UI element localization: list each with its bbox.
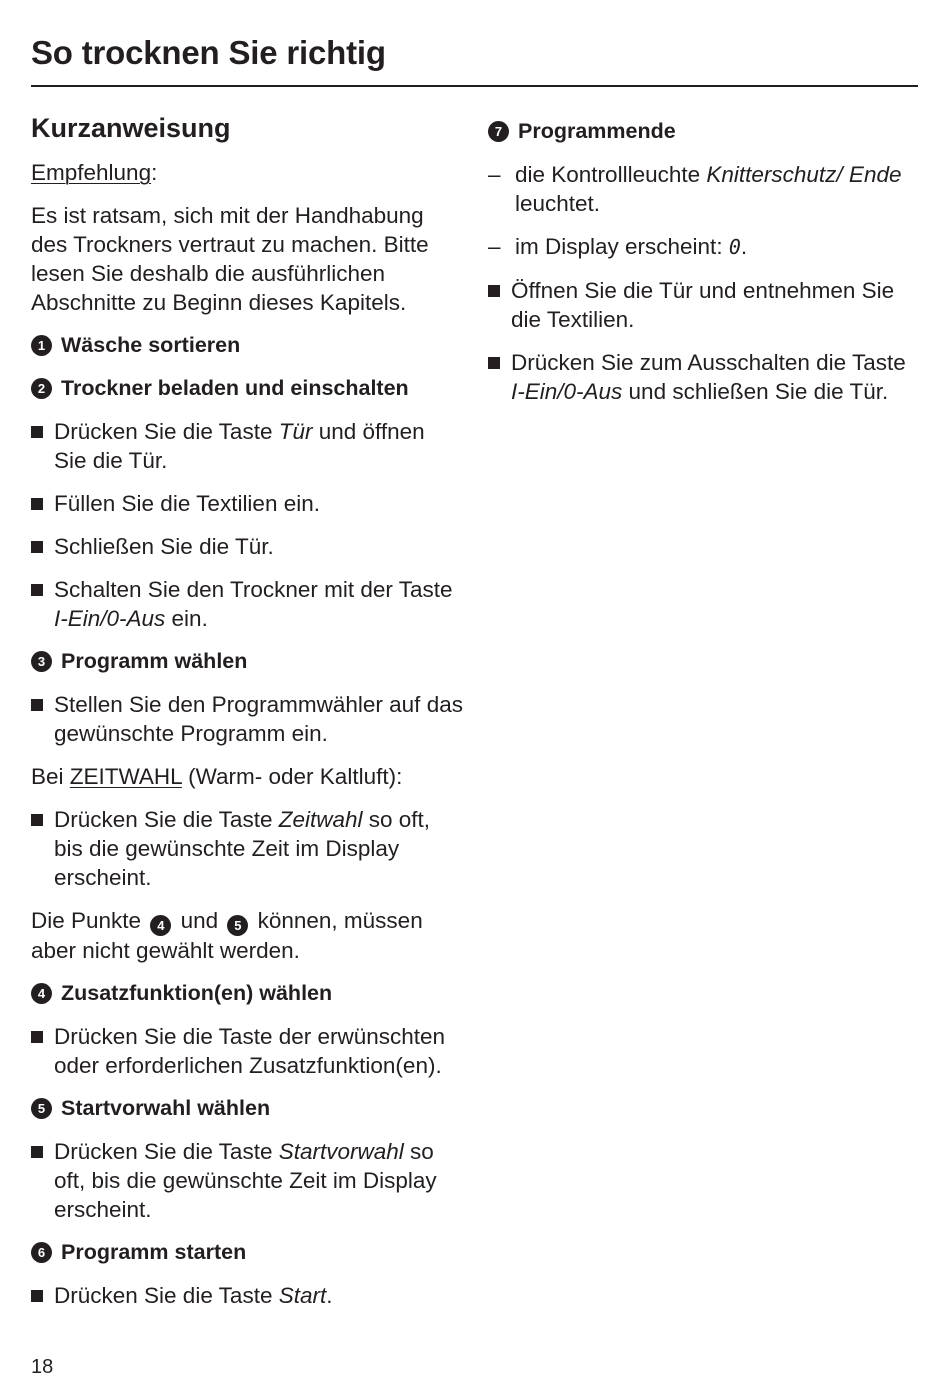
step-title: Trockner beladen und einschalten — [61, 376, 409, 400]
intro-paragraph: Es ist ratsam, sich mit der Handhabung des Trockners vertraut zu machen. Bitte lesen Sie deshalb die ausführlichen Abschnitte zu Beginn dieses Kapitels. — [31, 203, 429, 315]
dash-bullet: – — [488, 234, 501, 259]
recommendation-label: Empfehlung: — [31, 160, 158, 185]
list-item: Drücken Sie die Taste Tür und öffnen Sie die Tür. — [31, 417, 463, 475]
list-item: Drücken Sie die Taste Zeitwahl so oft, bis die gewünschte Zeit im Display erscheint. — [31, 805, 463, 892]
square-bullet-icon — [31, 541, 43, 553]
square-bullet-icon — [31, 426, 43, 438]
square-bullet-icon — [31, 699, 43, 711]
step-number-badge: 6 — [31, 1242, 52, 1263]
step-number-badge: 4 — [150, 915, 171, 936]
step-title: Startvorwahl wählen — [61, 1096, 271, 1120]
step-6-heading — [31, 1238, 463, 1267]
title-divider — [31, 85, 918, 87]
zeitwahl-note: Bei ZEITWAHL (Warm- oder Kaltluft): — [31, 764, 403, 789]
step-5-heading — [31, 1094, 463, 1123]
step-number-badge: 1 — [31, 335, 52, 356]
step-title: Wäsche sortieren — [61, 333, 241, 357]
square-bullet-icon — [31, 1031, 43, 1043]
step-number-badge: 2 — [31, 378, 52, 399]
right-column — [488, 117, 918, 420]
step-number-badge: 3 — [31, 651, 52, 672]
square-bullet-icon — [488, 285, 500, 297]
dash-bullet: – — [488, 162, 501, 187]
list-item: Öffnen Sie die Tür und entnehmen Sie die Textilien. — [488, 276, 918, 334]
step-2-heading — [31, 374, 463, 403]
display-digit: 0 — [728, 235, 741, 259]
page-number: 18 — [31, 1356, 54, 1378]
dash-list-item: – im Display erscheint: 0. — [488, 234, 748, 259]
left-column — [31, 108, 463, 1324]
square-bullet-icon — [488, 357, 500, 369]
step-number-badge: 5 — [31, 1098, 52, 1119]
step-title: Programmende — [518, 119, 676, 143]
square-bullet-icon — [31, 498, 43, 510]
page-title: So trocknen Sie richtig — [31, 34, 386, 71]
optional-steps-note: Die Punkte 4 und 5 können, müssen aber nicht gewählt werden. — [31, 908, 423, 963]
step-title: Zusatzfunktion(en) wählen — [61, 981, 333, 1005]
list-item: Drücken Sie die Taste Start. — [31, 1281, 463, 1310]
list-item: Schließen Sie die Tür. — [31, 532, 463, 561]
square-bullet-icon — [31, 584, 43, 596]
dash-list-item: – die Kontrollleuchte Knitterschutz/ Ende leuchtet. — [488, 162, 902, 216]
list-item: Drücken Sie die Taste Startvorwahl so oft, bis die gewünschte Zeit im Display erscheint. — [31, 1137, 463, 1224]
square-bullet-icon — [31, 814, 43, 826]
square-bullet-icon — [31, 1290, 43, 1302]
list-item: Stellen Sie den Programmwähler auf das gewünschte Programm ein. — [31, 690, 463, 748]
step-4-heading — [31, 979, 463, 1008]
step-number-badge: 5 — [227, 915, 248, 936]
list-item: Füllen Sie die Textilien ein. — [31, 489, 463, 518]
list-item: Schalten Sie den Trockner mit der Taste I-Ein/0-Aus ein. — [31, 575, 463, 633]
step-7-heading — [488, 117, 918, 146]
step-title: Programm starten — [61, 1240, 247, 1264]
step-1-heading — [31, 331, 463, 360]
section-heading: Kurzanweisung — [31, 113, 231, 143]
step-number-badge: 7 — [488, 121, 509, 142]
list-item: Drücken Sie zum Ausschalten die Taste I-Ein/0-Aus und schließen Sie die Tür. — [488, 348, 918, 406]
square-bullet-icon — [31, 1146, 43, 1158]
step-3-heading — [31, 647, 463, 676]
list-item: Drücken Sie die Taste der erwünschten oder erforderlichen Zusatzfunktion(en). — [31, 1022, 463, 1080]
step-number-badge: 4 — [31, 983, 52, 1004]
step-title: Programm wählen — [61, 649, 248, 673]
